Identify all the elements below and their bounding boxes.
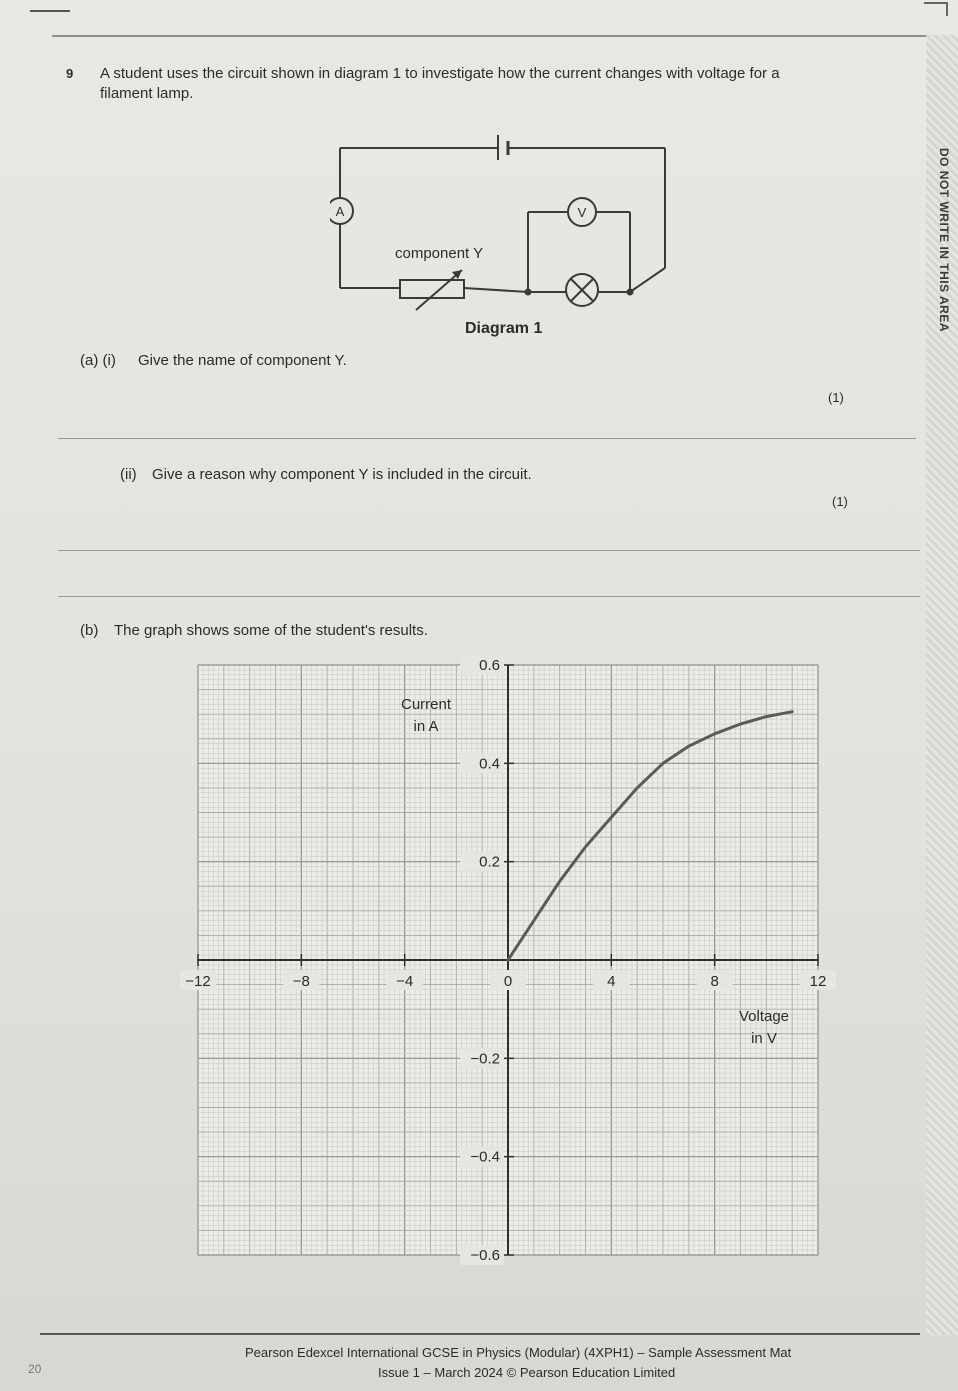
answer-line[interactable] (58, 438, 916, 439)
junction-right (627, 289, 634, 296)
question-text: A student uses the circuit shown in diagram 1 to investigate how the current changes with voltage for a filament lamp. (100, 65, 780, 102)
x-tick-label: 8 (710, 973, 719, 990)
top-mark (30, 10, 70, 12)
component-y-label: component Y (395, 245, 484, 262)
page-number: 20 (28, 1362, 42, 1376)
part-b-label: (b) (80, 622, 99, 639)
y-tick-label: 0.6 (479, 657, 500, 674)
footer-title: Pearson Edexcel International GCSE in Physics (Modular) (4XPH1) – Sample Assessment Mat (245, 1345, 792, 1360)
crop-corner (924, 2, 948, 16)
part-a-i-label: (a) (i) (80, 352, 116, 369)
current-voltage-graph (178, 655, 838, 1310)
variable-resistor-arrow-line (416, 270, 462, 310)
do-not-write-note: DO NOT WRITE IN THIS AREA (937, 147, 951, 333)
answer-line[interactable] (58, 596, 920, 597)
x-tick-label: −4 (396, 973, 414, 990)
y-tick-label: −0.2 (470, 1050, 500, 1068)
y-axis-label-unit: in A (413, 718, 439, 735)
y-tick-label: −0.4 (470, 1148, 500, 1166)
x-axis-label-unit: in V (751, 1030, 777, 1047)
voltmeter-symbol: V (577, 205, 587, 220)
x-tick-label: 0 (503, 973, 513, 990)
y-tick-label: −0.6 (470, 1247, 500, 1264)
x-tick-label: 4 (607, 973, 616, 990)
junction-left (525, 289, 532, 296)
x-axis-label: Voltage (738, 1008, 790, 1025)
x-tick-label: −12 (185, 973, 211, 990)
y-axis-label: Current (400, 696, 452, 713)
y-tick-label: 0.2 (479, 853, 500, 871)
circuit-diagram (330, 120, 680, 340)
footer-rule (40, 1333, 920, 1335)
part-b-text: The graph shows some of the student's results. (114, 622, 428, 639)
part-a-ii-label: (ii) (120, 466, 137, 483)
part-a-i-text: Give the name of component Y. (138, 352, 347, 369)
wire-to-right (630, 268, 665, 292)
part-a-ii-marks: (1) (832, 494, 848, 509)
wire-bottom-mid (464, 288, 528, 292)
x-tick-label: −8 (292, 973, 310, 990)
x-tick-label: 12 (809, 973, 827, 990)
y-tick-label: 0.4 (479, 755, 500, 773)
part-a-i-marks: (1) (828, 390, 844, 405)
footer-issue: Issue 1 – March 2024 © Pearson Education Limited (378, 1365, 676, 1380)
answer-line[interactable] (58, 550, 920, 551)
ammeter-symbol: A (335, 204, 345, 219)
question-number: 9 (66, 66, 74, 81)
part-a-ii-text: Give a reason why component Y is included in the circuit. (152, 466, 532, 483)
diagram-caption: Diagram 1 (465, 320, 543, 337)
